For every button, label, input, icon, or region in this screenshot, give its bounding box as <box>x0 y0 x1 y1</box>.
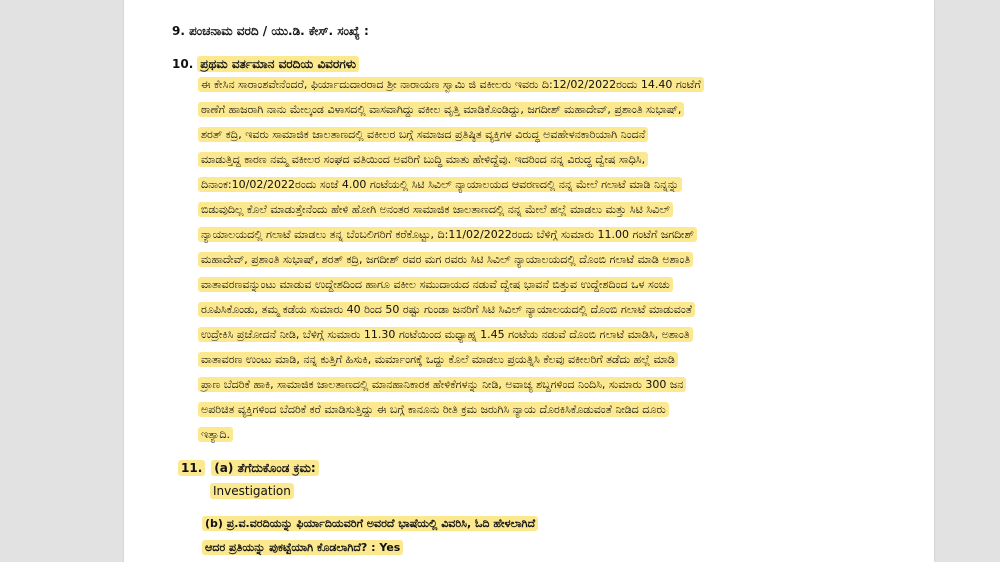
item-10-heading: ಪ್ರಥಮ ವರ್ತಮಾನ ವರದಿಯ ವಿವರಗಳು <box>197 56 359 72</box>
paragraph-line: ಶರತ್ ಕದ್ರಿ, ಇವರು ಸಾಮಾಜಿಕ ಜಾಲತಾಣದಲ್ಲಿ ವಕೀಲರ ಬಗ್ಗೆ ಸಮಾಜದ ಪ್ರತಿಷ್ಠಿತ ವ್ಯಕ್ತಿಗಳ ವಿರುದ್ಧ ಅವಹೇಳನಕಾರಿಯಾಗಿ ನಿಂದನೆ <box>198 127 648 142</box>
paragraph-line: ವಾತಾವರಣ ಉಂಟು ಮಾಡಿ, ನನ್ನ ಕುತ್ತಿಗೆ ಹಿಸುಕಿ, ಮರ್ಮಾಂಗಕ್ಕೆ ಒದ್ದು ಕೊಲೆ ಮಾಡಲು ಪ್ರಯತ್ನಿಸಿ ಕೆಲವು ವಕೀಲರಿಗೆ ತಡೆದು ಹಲ್ಲೆ ಮಾಡಿ <box>198 352 678 367</box>
paragraph-line: ಅಪರಿಚಿತ ವ್ಯಕ್ತಿಗಳಿಂದ ಬೆದರಿಕೆ ಕರೆ ಮಾಡಿಸುತ್ತಿದ್ದು ಈ ಬಗ್ಗೆ ಕಾನೂನು ರೀತಿ ಕ್ರಮ ಜರುಗಿಸಿ ನ್ಯಾಯ ದೊರಕಿಸಿಕೊಡುವಂತೆ ನೀಡಿದ ದೂರು <box>198 402 669 417</box>
paragraph-line: ನ್ಯಾಯಾಲಯದಲ್ಲಿ ಗಲಾಟೆ ಮಾಡಲು ತನ್ನ ಬೆಂಬಲಿಗರಿಗೆ ಕರೆಕೊಟ್ಟು, ದಿ:11/02/2022ರಂದು ಬೆಳಿಗ್ಗೆ ಸುಮಾರು 11.00 ಗಂಟೆಗೆ ಜಗದೀಶ್ <box>198 227 697 242</box>
item-9-row <box>172 24 369 39</box>
copy-given-text: ಆದರ ಪ್ರತಿಯನ್ನು ಪುಕಟ್ಟೆಯಾಗಿ ಕೊಡಲಾಗಿದೆ? : Yes <box>202 540 403 555</box>
paragraph-line: ರೂಪಿಸಿಕೊಂಡು, ತಮ್ಮ ಕಡೆಯ ಸುಮಾರು 40 ರಿಂದ 50 ರಷ್ಟು ಗುಂಡಾ ಜನರಿಗೆ ಸಿಟಿ ಸಿವಿಲ್ ನ್ಯಾಯಾಲಯದಲ್ಲಿ ದೊಂಬಿ ಗಲಾಟೆ ಮಾಡುವಂತೆ <box>198 302 695 317</box>
item-9-label: ಪಂಚನಾಮ ವರದಿ / ಯು.ಡಿ. ಕೇಸ್. ಸಂಖ್ಯೆ : <box>189 24 369 38</box>
paragraph-line: ಮಹಾದೇವ್, ಪ್ರಶಾಂತಿ ಸುಭಾಷ್, ಶರತ್ ಕದ್ರಿ, ಜಗದೀಶ್ ರವರ ಮಗ ರವರು ಸಿಟಿ ಸಿವಿಲ್ ನ್ಯಾಯಾಲಯದಲ್ಲಿ ದೊಂಬಿ ಗಲಾಟೆ ಮಾಡಿ ಅಶಾಂತಿ <box>198 252 693 267</box>
action-taken-label: (a) ತೆಗೆದುಕೊಂಡ ಕ್ರಮ: <box>211 460 318 476</box>
action-taken-value: Investigation <box>210 483 294 499</box>
document-page <box>124 0 934 562</box>
paragraph-line: ಈ ಕೇಸಿನ ಸಾರಾಂಶವೇನೆಂದರೆ, ಫಿರ್ಯಾದುದಾರರಾದ ಶ್ರೀ ನಾರಾಯಣ ಸ್ವಾಮಿ ಜಿ ವಕೀಲರು ಇವರು ದಿ:12/02/2022ರಂದು 14.40 ಗಂಟೆಗೆ <box>198 77 704 92</box>
paragraph-line: ಉದ್ರೇಕಿಸಿ ಪ್ರಚೋದನೆ ನೀಡಿ, ಬೆಳಿಗ್ಗೆ ಸುಮಾರು 11.30 ಗಂಟೆಯಿಂದ ಮಧ್ಯಾಹ್ನ 1.45 ಗಂಟೆಯ ನಡುವೆ ದೊಂಬಿ ಗಲಾಟೆ ಮಾಡಿಸಿ, ಅಶಾಂತಿ <box>198 327 693 342</box>
fir-explained-text: (b) ಪ್ರ.ವ.ವರದಿಯನ್ನು ಫಿರ್ಯಾದಿಯವರಿಗೆ ಅವರದೆ ಭಾಷೆಯಲ್ಲಿ ವಿವರಿಸಿ, ಓದಿ ಹೇಳಲಾಗಿದೆ <box>202 516 538 531</box>
item-11-number: 11. <box>178 460 205 476</box>
paragraph-line: ದಿನಾಂಕ:10/02/2022ರಂದು ಸಂಜೆ 4.00 ಗಂಟೆಯಲ್ಲಿ ಸಿಟಿ ಸಿವಿಲ್ ನ್ಯಾಯಾಲಯದ ಆವರಣದಲ್ಲಿ ನನ್ನ ಮೇಲೆ ಗಲಾಟೆ ಮಾಡಿ ನಿನ್ನನ್ನು <box>198 177 682 192</box>
item-9-text: 9. <box>172 24 185 38</box>
item-10-row <box>172 57 359 72</box>
paragraph-line: ಬಿಡುವುದಿಲ್ಲ ಕೊಲೆ ಮಾಡುತ್ತೇನೆಂದು ಹೇಳಿ ಹೋಗಿ ಅನಂತರ ಸಾಮಾಜಿಕ ಜಾಲತಾಣದಲ್ಲಿ ನನ್ನ ಮೇಲೆ ಹಲ್ಲೆ ಮಾಡಲು ಮತ್ತು ಸಿಟಿ ಸಿವಿಲ್ <box>198 202 673 217</box>
paragraph-line: ಇತ್ಯಾದಿ. <box>198 427 233 442</box>
item-11-row <box>172 461 319 476</box>
paragraph-line: ಪ್ರಾಣ ಬೆದರಿಕೆ ಹಾಕಿ, ಸಾಮಾಜಿಕ ಜಾಲತಾಣದಲ್ಲಿ ಮಾನಹಾನಿಕಾರಕ ಹೇಳಿಕೆಗಳನ್ನು ನೀಡಿ, ಅವಾಚ್ಯ ಶಬ್ದಗಳಿಂದ ನಿಂದಿಸಿ, ಸುಮಾರು 300 ಜನ <box>198 377 686 392</box>
copy-given-row <box>202 541 403 555</box>
paragraph-line: ಠಾಣೆಗೆ ಹಾಜರಾಗಿ ನಾನು ಮೇಲ್ಕಂಡ ವಿಳಾಸದಲ್ಲಿ ವಾಸವಾಗಿದ್ದು ವಕೀಲ ವೃತ್ತಿ ಮಾಡಿಕೊಂಡಿದ್ದು, ಜಗದೀಶ್ ಮಹಾದೇವ್, ಪ್ರಶಾಂತಿ ಸುಭಾಷ್, <box>198 102 684 117</box>
paragraph-line: ವಾತಾವರಣವನ್ನುಂಟು ಮಾಡುವ ಉದ್ದೇಶದಿಂದ ಹಾಗೂ ವಕೀಲ ಸಮುದಾಯದ ನಡುವೆ ದ್ವೇಷ ಭಾವನೆ ಬಿತ್ತುವ ಉದ್ದೇಶದಿಂದ ಒಳ ಸಂಚು <box>198 277 673 292</box>
paragraph-line: ಮಾಡುತ್ತಿದ್ದ ಕಾರಣ ನಮ್ಮ ವಕೀಲರ ಸಂಘದ ವತಿಯಿಂದ ಅವರಿಗೆ ಬುದ್ಧಿ ಮಾತು ಹೇಳಿದ್ದೆವು. ಇದರಿಂದ ನನ್ನ ವಿರುದ್ಧ ದ್ವೇಷ ಸಾಧಿಸಿ, <box>198 152 648 167</box>
action-taken-value-row <box>210 484 294 498</box>
fir-explained-row <box>202 517 538 531</box>
item-10-number: 10. <box>172 57 194 71</box>
